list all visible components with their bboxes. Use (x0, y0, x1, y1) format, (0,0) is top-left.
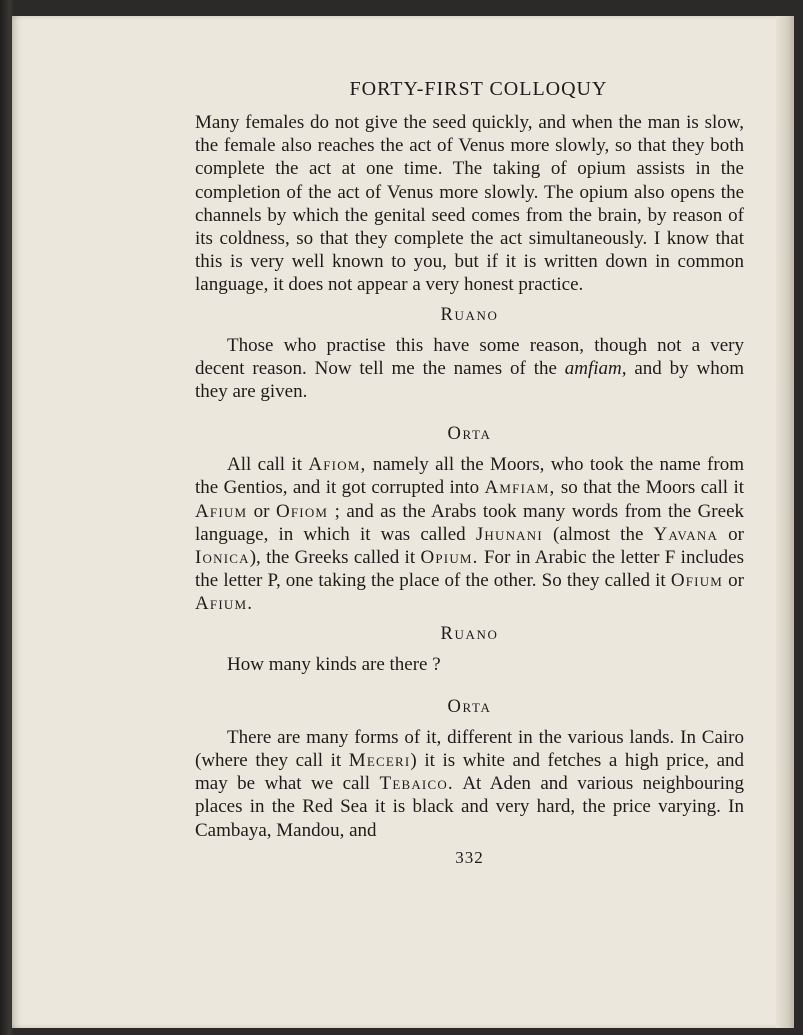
italic-term-amfiam: amfiam, (564, 357, 627, 379)
speaker-heading-orta-2: Orta (447, 696, 492, 717)
p5-text-3: At Aden and various neighbouring places in the Red Sea it is black and very hard, the price varying. In Cambaya, Mandou, and (195, 773, 744, 841)
p5-text-2: ) it is white and fetches a high price, and may be what we call (195, 750, 745, 795)
p3-text-3: so that the Moors call it (555, 477, 744, 499)
running-head: FORTY-FIRST COLLOQUY (349, 78, 608, 100)
p3-text-8: ), the Greeks called it (249, 547, 421, 569)
term-afium: Afium (195, 500, 248, 522)
paragraph-5 (195, 726, 744, 842)
term-afium-2: Afium. (195, 593, 254, 615)
page-edge-shadow (776, 16, 794, 1028)
term-tebaico: Tebaico. (379, 773, 454, 795)
p3-text-1: All call it (227, 454, 309, 476)
p3-text-10: or (723, 570, 745, 592)
term-jhunani: Jhunani (475, 523, 543, 545)
p3-text-6: (almost the (542, 523, 654, 545)
paragraph-4: How many kinds are there ? (227, 653, 441, 675)
term-ofiom: Ofiom (275, 500, 329, 522)
term-amfiam: Amfiam, (484, 477, 556, 499)
term-opium: Opium. (420, 547, 479, 569)
paragraph-2 (195, 334, 744, 404)
speaker-heading-orta-1: Orta (447, 424, 492, 445)
speaker-heading-ruano-1: Ruano (440, 304, 499, 325)
p5-text-1: There are many forms of it, different in the various lands. In Cairo (where they call it (195, 726, 744, 772)
term-ionica: Ionica (195, 547, 250, 569)
page-number: 332 (455, 847, 484, 867)
term-ofium: Ofium (670, 570, 724, 592)
paragraph-2-text-a: Those who practise this have some reason, though not a very decent reason. Now tell me the names of the (195, 334, 744, 379)
p3-text-2: namely all the Moors, who took the name from the Gentios, and it got corrupted into (195, 454, 744, 499)
page-text-block (195, 78, 744, 868)
p3-text-4: or (247, 500, 276, 522)
term-yavana: Yavana (653, 523, 719, 545)
p3-text-7: or (718, 523, 745, 545)
p3-text-5: ; and as the Arabs took many words from the Greek language, in which it was called (195, 500, 745, 545)
paragraph-1: Many females do not give the seed quickly, and when the man is slow, the female also reaches the act of Venus more slowly, so that they both complete the act at one time. The taking of opium assists in the completion of the act of Venus more slowly. The opium also opens the channels by which the genital seed comes from the brain, by reason of its coldness, so that they complete the act simultaneously. I know that this is very well known to you, but if it is written down in common language, it does not appear a very honest practice. (195, 112, 744, 296)
paragraph-3 (195, 453, 744, 615)
paragraph-2-text-c: and by whom they are given. (195, 357, 744, 403)
term-meceri: Meceri (348, 750, 411, 772)
term-afiom: Afiom, (308, 454, 367, 476)
speaker-heading-ruano-2: Ruano (440, 623, 499, 644)
p3-text-9: For in Arabic the letter F includes the letter P, one taking the place of the other. So they called it (195, 547, 745, 592)
